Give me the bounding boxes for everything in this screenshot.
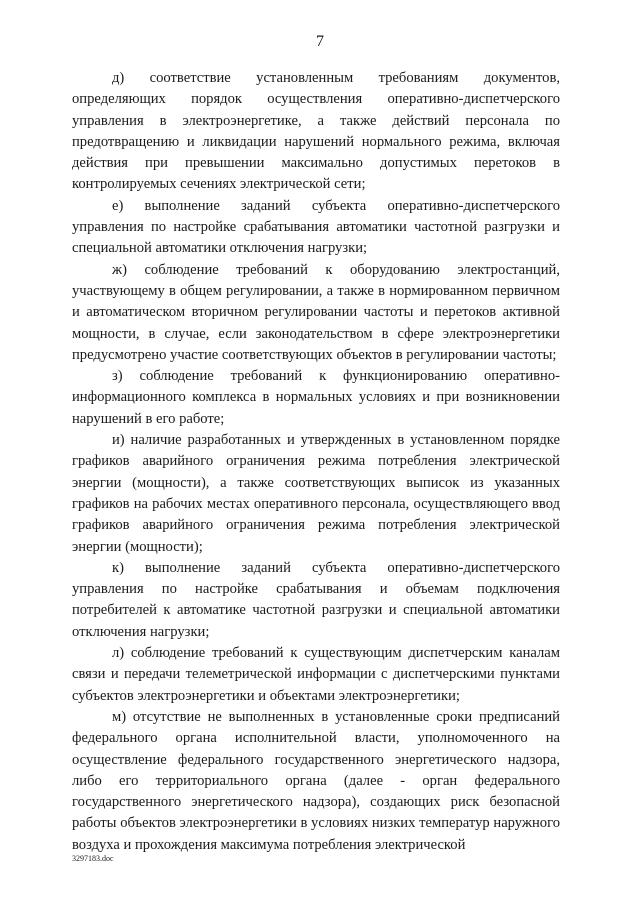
paragraph-i: и) наличие разработанных и утвержденных в установленном порядке графиков аварийного ограничения режима потребления электрической энергии (мощности), а также соответствующих выписок из указанных графиков на рабочих местах оперативного персонала, осуществляющего ввод графиков аварийного ограничения режима потребления электрической энергии (мощности); [72, 432, 560, 555]
paragraph-d: д) соответствие установленным требованиям документов, определяющих порядок осуществления оперативно-диспетчерского управления в электроэнергетике, а также действий персонала по предотвращению и ликвидации нарушений нормального режима, включая действия при превышении максимально допустимых перетоков в контролируемых сечениях электрической сети; [72, 70, 560, 193]
paragraph-z: з) соблюдение требований к функционированию оперативно-информационного комплекса в нормальных условиях и при возникновении нарушений в его работе; [72, 368, 560, 427]
page-number: 7 [316, 33, 324, 50]
paragraph-l: л) соблюдение требований к существующим диспетчерским каналам связи и передачи телеметрической информации с диспетчерскими пунктами субъектов электроэнергетики и объектами электроэнергетики; [72, 645, 560, 704]
body-text [72, 68, 560, 856]
paragraph-zh: ж) соблюдение требований к оборудованию электростанций, участвующему в общем регулировании, а также в нормированном первичном и автоматическом вторичном регулировании частоты и перетоков активной мощности, в случае, если законодательством в сфере электроэнергетики предусмотрено участие соответствующих объектов в регулировании частоты; [72, 261, 560, 363]
paragraph-m: м) отсутствие не выполненных в установленные сроки предписаний федерального органа исполнительной власти, уполномоченного на осуществление федерального государственного энергетического надзора, либо его территориального органа (далее - орган федерального государственного энергетического надзора), создающих риск безопасной работы объектов электроэнергетики в условиях низких температур наружного воздуха и прохождения максимума потребления электрической [72, 708, 560, 853]
paragraph-k: к) выполнение заданий субъекта оперативно-диспетчерского управления по настройке срабатывания и объемам подключения потребителей к автоматике частотной разгрузки и специальной автоматики отключения нагрузки; [72, 559, 560, 640]
paragraph-e: е) выполнение заданий субъекта оперативно-диспетчерского управления по настройке срабатывания автоматики частотной разгрузки и специальной автоматики отключения нагрузки; [72, 197, 560, 257]
footer-filename: 3297183.doc [72, 854, 114, 863]
